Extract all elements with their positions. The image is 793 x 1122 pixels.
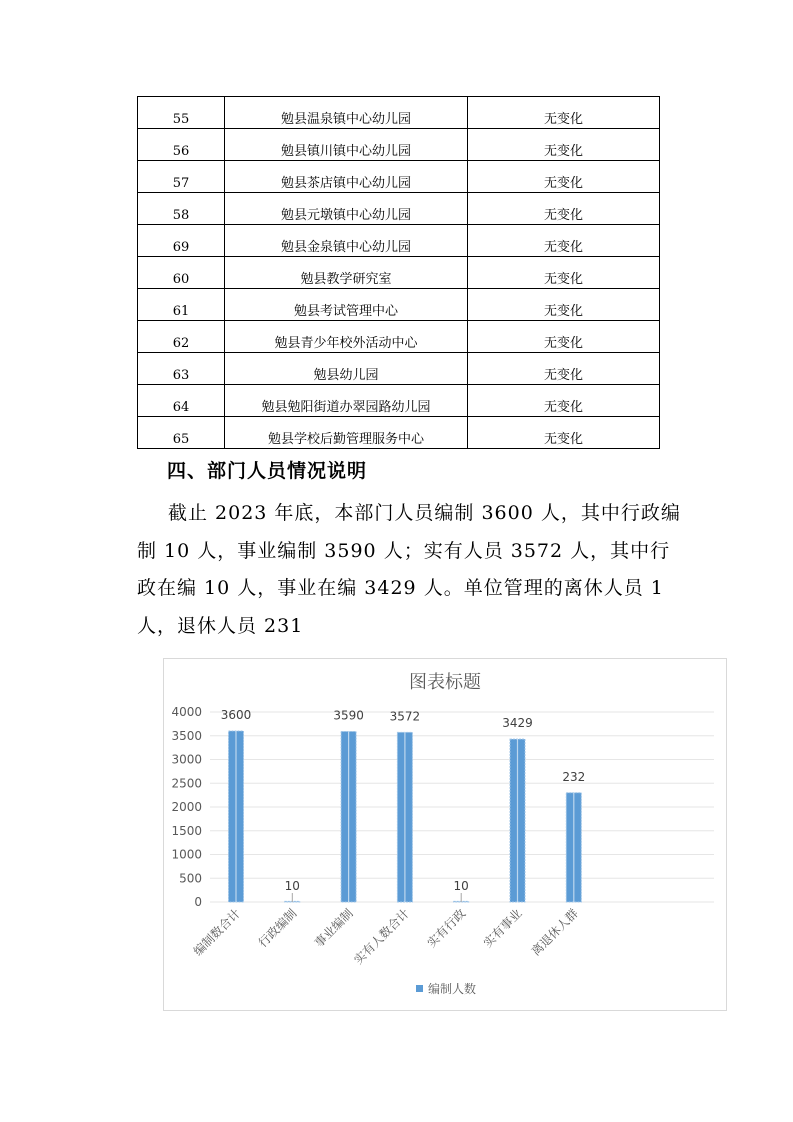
table-row [138, 225, 660, 257]
unit-name: 勉县元墩镇中心幼儿园 [225, 193, 468, 225]
row-number: 62 [138, 321, 225, 353]
table-row [138, 417, 660, 449]
y-tick-label: 1000 [171, 847, 202, 862]
y-tick-label: 3000 [171, 752, 202, 767]
row-number: 58 [138, 193, 225, 225]
table-row [138, 161, 660, 193]
legend-label: 编制人数 [428, 982, 477, 996]
change-status: 无变化 [468, 353, 660, 385]
change-status: 无变化 [468, 193, 660, 225]
y-tick-label: 2000 [171, 800, 202, 814]
unit-table [137, 96, 660, 449]
table-row [138, 385, 660, 417]
data-label: 3600 [220, 708, 252, 722]
data-label: 10 [284, 879, 300, 893]
unit-name: 勉县考试管理中心 [225, 289, 468, 321]
change-status: 无变化 [468, 161, 660, 193]
x-tick-label: 实有行政 [424, 906, 469, 951]
unit-name: 勉县教学研究室 [225, 257, 468, 289]
x-tick-label: 实有人数合计 [351, 906, 413, 968]
paragraph-text: 截止 2023 年底，本部门人员编制 3600 人，其中行政编制 10 人，事业编制 3590 人；实有人员 3572 人，其中行政在编 10 人，事业在编 3429 人。单位管理的离休人员 1 人，退休人员 231 [137, 502, 681, 637]
unit-name: 勉县温泉镇中心幼儿园 [225, 97, 468, 129]
row-number: 69 [138, 225, 225, 257]
change-status: 无变化 [468, 129, 660, 161]
row-number: 64 [138, 385, 225, 417]
unit-name: 勉县金泉镇中心幼儿园 [225, 225, 468, 257]
row-number: 61 [138, 289, 225, 321]
x-tick-label: 离退休人群 [528, 906, 581, 959]
change-status: 无变化 [468, 257, 660, 289]
table-row [138, 289, 660, 321]
change-status: 无变化 [468, 97, 660, 129]
y-tick-label: 3500 [171, 728, 202, 743]
y-tick-label: 4000 [171, 705, 202, 719]
change-status: 无变化 [468, 225, 660, 257]
row-number: 60 [138, 257, 225, 289]
row-number: 56 [138, 129, 225, 161]
unit-name: 勉县幼儿园 [225, 353, 468, 385]
change-status: 无变化 [468, 289, 660, 321]
table-row [138, 321, 660, 353]
change-status: 无变化 [468, 321, 660, 353]
change-status: 无变化 [468, 385, 660, 417]
table-row [138, 257, 660, 289]
y-tick-label: 2500 [171, 776, 202, 791]
data-label: 3429 [502, 716, 533, 731]
row-number: 57 [138, 161, 225, 193]
section-paragraph [137, 495, 682, 645]
data-label: 3572 [389, 709, 421, 724]
unit-name: 勉县青少年校外活动中心 [225, 321, 468, 353]
x-tick-label: 编制数合计 [190, 906, 244, 959]
unit-name: 勉县镇川镇中心幼儿园 [225, 129, 468, 161]
table-row [138, 353, 660, 385]
table-row [138, 193, 660, 225]
data-label: 3590 [333, 708, 364, 723]
row-number: 55 [138, 97, 225, 129]
y-tick-label: 500 [179, 871, 202, 886]
table-row [138, 97, 660, 129]
x-tick-label: 行政编制 [255, 906, 300, 951]
unit-name: 勉县学校后勤管理服务中心 [225, 417, 468, 449]
change-status: 无变化 [468, 417, 660, 449]
data-label: 10 [453, 879, 469, 893]
chart-area [163, 658, 727, 1011]
chart-title: 图表标题 [409, 672, 481, 693]
y-tick-label: 1500 [171, 823, 202, 838]
unit-name: 勉县勉阳街道办翠园路幼儿园 [225, 385, 468, 417]
x-tick-label: 事业编制 [311, 906, 356, 951]
bar-chart [164, 659, 726, 1010]
legend-swatch [416, 985, 423, 992]
x-tick-label: 实有事业 [480, 906, 525, 951]
row-number: 65 [138, 417, 225, 449]
y-tick-label: 0 [194, 895, 202, 909]
table-row [138, 129, 660, 161]
section-heading: 四、部门人员情况说明 [167, 460, 368, 482]
row-number: 63 [138, 353, 225, 385]
unit-name: 勉县茶店镇中心幼儿园 [225, 161, 468, 193]
data-label: 232 [562, 769, 586, 784]
